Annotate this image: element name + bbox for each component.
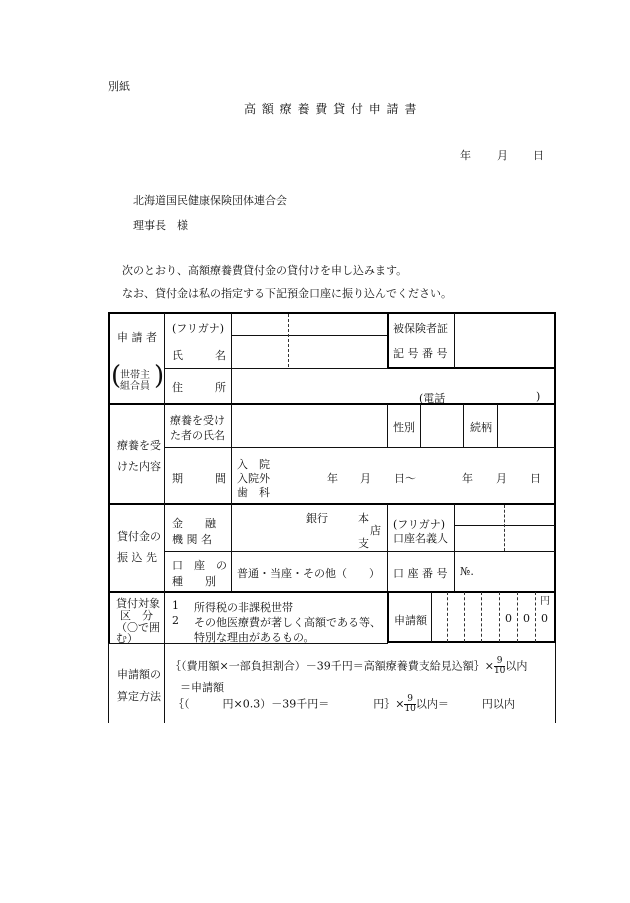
category-item-1-num[interactable]: 1: [172, 599, 179, 612]
account-type-options[interactable]: 普通・当座・その他（ ）: [237, 567, 380, 580]
amount-digit-divider-2: [464, 592, 465, 642]
type-outpatient[interactable]: 入院外: [237, 472, 270, 485]
furigana-line: [231, 335, 387, 336]
address-label-2: 所: [215, 381, 226, 394]
intro-line-1: 次のとおり、高額療養費貸付金の貸付けを申し込みます。: [122, 264, 408, 277]
phone-close: ): [536, 390, 541, 403]
relation-left: [463, 404, 464, 447]
amount-digit-divider-4: [499, 592, 500, 642]
calc-formula-1: [170, 657, 527, 676]
type-inpatient[interactable]: 入 院: [237, 458, 270, 471]
amount-label-divider: [431, 592, 432, 642]
bank-header-2: 振 込 先: [117, 551, 157, 564]
sex-left: [387, 404, 388, 447]
relation-label: 続柄: [470, 421, 492, 434]
account-number-mark: №.: [460, 565, 474, 578]
fraction-numerator: 9: [494, 657, 505, 667]
fraction-nine-tenths: [494, 657, 505, 676]
patient-bottom-line: [164, 447, 555, 448]
frame-insured-bottom: [387, 367, 556, 369]
institution-label-2: 機 関 名: [172, 533, 212, 546]
amount-zero-1: 0: [505, 612, 512, 625]
addressee-org: 北海道国民健康保険団体連合会: [133, 194, 287, 207]
applicant-note-member: 組合員: [120, 381, 150, 392]
fraction-denominator-2: 10: [404, 704, 416, 714]
branch-sub: 支: [358, 537, 369, 550]
bank-header-1: 貸付金の: [117, 530, 161, 543]
account-type-label-1: 口 座 の: [172, 559, 227, 572]
calc-formula-3-tail: 以内＝ 円以内: [415, 697, 515, 711]
calc-header-2: 算定方法: [117, 690, 161, 703]
date-year[interactable]: 年: [460, 149, 471, 162]
frame-left-lower: [108, 643, 109, 723]
sex-label: 性別: [393, 421, 415, 434]
paren-right-icon: ): [154, 361, 165, 391]
date-day[interactable]: 日: [533, 149, 544, 162]
amount-zero-3: 0: [541, 612, 548, 625]
fraction-denominator: 10: [493, 666, 506, 676]
holder-label-divider: [454, 504, 455, 591]
calc-header-1: 申請額の: [117, 668, 161, 681]
insured-label-divider: [454, 313, 455, 368]
to-month: 月: [496, 472, 507, 485]
frame-top: [108, 312, 556, 314]
calc-formula-1-text: ｛（費用額×一部負担割合）－39千円＝高額療養費支給見込額｝×: [170, 659, 494, 673]
address-label-1: 住: [172, 381, 183, 394]
category-item-1-text: 所得税の非課税世帯: [194, 601, 293, 614]
amount-label: 申請額: [394, 614, 427, 627]
applicant-furigana-label: (フリガナ): [172, 322, 225, 335]
holder-dash-divider: [504, 505, 505, 551]
holder-left: [387, 504, 388, 591]
holder-label-1: (フリガナ): [393, 518, 446, 531]
name-label-1: 氏: [172, 349, 183, 362]
frame-right-lower: [555, 643, 556, 723]
frame-right-thick: [554, 368, 556, 643]
bank-label-divider: [231, 504, 232, 591]
period-label-2: 間: [215, 472, 226, 485]
amount-box-bottom: [387, 641, 556, 643]
patient-label-2: た者の氏名: [170, 429, 225, 442]
holder-label-2: 口座名義人: [393, 532, 448, 545]
phone-label: (電話: [419, 392, 446, 405]
fraction-numerator-2: 9: [404, 695, 415, 705]
treatment-header-1: 療養を受: [117, 439, 161, 452]
type-dental[interactable]: 歯 科: [237, 486, 270, 499]
branch-main: 本: [358, 512, 369, 525]
category-item-2-num[interactable]: 2: [172, 614, 179, 627]
attachment-label: 別紙: [108, 80, 130, 93]
branch-shop: 店: [370, 524, 381, 537]
period-label-1: 期: [172, 472, 183, 485]
from-month: 月: [360, 472, 371, 485]
intro-line-2: なお、貸付金は私の指定する下記預金口座に振り込んでください。: [122, 287, 452, 300]
institution-bottom-line: [164, 551, 555, 552]
category-item-2-text-1: その他医療費が著しく高額である等、: [194, 616, 381, 629]
treatment-label-divider: [231, 404, 232, 504]
name-label-2: 名: [215, 349, 226, 362]
applicant-header: 申 請 者: [117, 331, 157, 344]
account-type-label-2: 種 別: [172, 575, 216, 588]
relation-right: [497, 404, 498, 447]
insured-label-1: 被保険者証: [393, 322, 448, 335]
applicant-label-divider: [231, 313, 232, 403]
patient-label-1: 療養を受け: [170, 414, 225, 427]
amount-digit-divider-6: [535, 592, 536, 642]
category-header-2: 区 分: [120, 609, 153, 622]
row-divider-applicant: [108, 403, 556, 405]
amount-box-left: [387, 591, 389, 643]
date-month[interactable]: 月: [497, 149, 508, 162]
category-item-2-text-2: 特別な理由があるもの。: [194, 631, 315, 644]
to-day: 日: [530, 472, 541, 485]
from-year: 年: [327, 472, 338, 485]
to-year: 年: [462, 472, 473, 485]
calc-formula-1-tail: 以内: [505, 659, 528, 673]
category-header-3: （〇で囲: [116, 621, 160, 634]
frame-insured-left: [387, 312, 389, 368]
account-number-label: 口 座 番 号: [393, 567, 448, 580]
calc-formula-2: ＝申請額: [180, 681, 224, 694]
applicant-note-householder: 世帯主: [120, 370, 150, 381]
calc-formula-3: [173, 695, 515, 714]
amount-digit-divider-3: [481, 592, 482, 642]
name-bottom-line: [164, 368, 388, 369]
from-day: 日〜: [394, 472, 416, 485]
addressee-person: 理事長 様: [133, 219, 188, 232]
name-dash-divider: [288, 314, 289, 367]
frame-left-thick: [108, 312, 110, 643]
category-header-1: 貸付対象: [116, 597, 160, 610]
amount-digit-divider-5: [517, 592, 518, 642]
paren-left-icon: (: [111, 361, 122, 391]
frame-right-thick-top: [554, 312, 556, 368]
fraction-nine-tenths-2: [404, 695, 415, 714]
page-title: 高 額 療 養 費 貸 付 申 請 書: [244, 102, 418, 116]
calc-formula-3-text: ｛（ 円×0.3）－39千円＝ 円｝×: [173, 697, 405, 711]
institution-label-1: 金 融: [172, 517, 216, 530]
sex-right: [420, 404, 421, 447]
category-header-4: む）: [116, 632, 138, 645]
amount-digit-divider-1: [447, 592, 448, 642]
bank-word: 銀行: [306, 512, 328, 525]
treatment-header-2: けた内容: [117, 460, 161, 473]
amount-zero-2: 0: [523, 612, 530, 625]
row-divider-treatment: [108, 503, 556, 505]
insured-label-2: 記 号 番 号: [393, 347, 448, 360]
row-divider-bank: [108, 591, 556, 593]
amount-yen: 円: [540, 596, 550, 607]
